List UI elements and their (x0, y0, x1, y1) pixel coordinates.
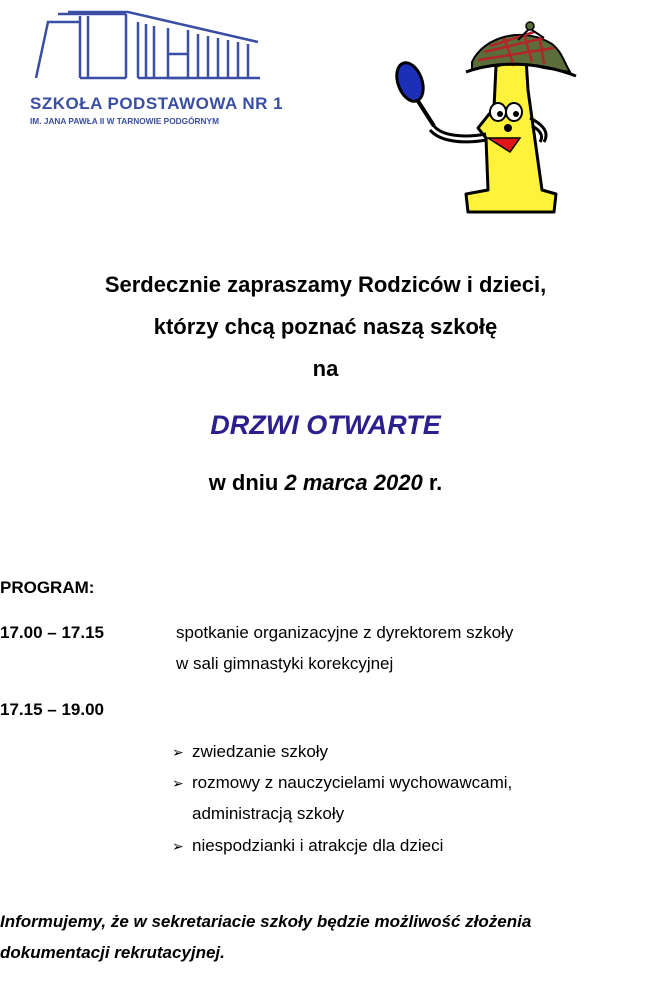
notice-line-2: dokumentacji rekrutacyjnej. (0, 943, 225, 962)
date-prefix: w dniu (208, 470, 285, 495)
program-heading: PROGRAM: (0, 578, 95, 597)
school-building-icon (28, 8, 308, 92)
slot-1-description-line-2: w sali gimnastyki korekcyjnej (176, 654, 394, 673)
list-item (172, 773, 512, 793)
arrow-bullet-icon: ➢ (172, 744, 184, 760)
invitation-line-3: na (312, 356, 339, 381)
event-date: 2 marca 2020 (284, 470, 423, 495)
school-patron: IM. JANA PAWŁA II W TARNOWIE PODGÓRNYM (30, 116, 219, 126)
arrow-bullet-icon: ➢ (172, 838, 184, 854)
school-name: SZKOŁA PODSTAWOWA NR 1 (30, 94, 284, 113)
slot-1-time: 17.00 – 17.15 (0, 623, 104, 642)
list-item (172, 836, 443, 856)
invitation-line-2: którzy chcą poznać naszą szkołę (153, 314, 498, 339)
invitation-line-1: Serdecznie zapraszamy Rodziców i dzieci, (104, 272, 547, 297)
event-date-line (0, 470, 651, 496)
list-item-continuation: administracją szkoły (192, 804, 345, 823)
list-item-label: rozmowy z nauczycielami wychowawcami, (192, 773, 513, 792)
list-item (172, 742, 328, 762)
slot-2-time: 17.15 – 19.00 (0, 700, 104, 719)
detective-mascot-icon (394, 18, 584, 218)
event-title: DRZWI OTWARTE (210, 410, 441, 440)
list-item-label: niespodzianki i atrakcje dla dzieci (192, 836, 444, 855)
arrow-bullet-icon: ➢ (172, 775, 184, 791)
school-logo (28, 8, 308, 128)
list-item-label: zwiedzanie szkoły (192, 742, 329, 761)
date-suffix: r. (422, 470, 443, 495)
notice-line-1: Informujemy, że w sekretariacie szkoły będzie możliwość złożenia (0, 912, 532, 931)
slot-1-description-line-1: spotkanie organizacyjne z dyrektorem szkoły (176, 623, 514, 642)
